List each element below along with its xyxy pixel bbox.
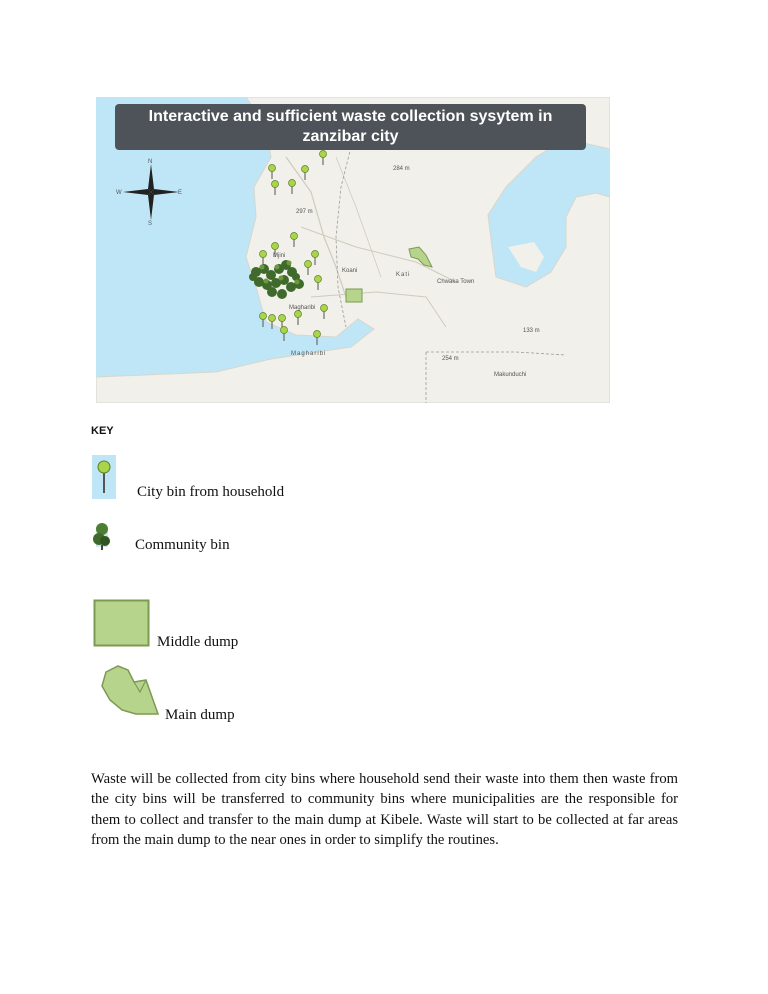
compass-west-label: W xyxy=(116,190,122,196)
middle-dump-area xyxy=(346,289,362,302)
place-label-koani: Koani xyxy=(342,268,358,274)
compass-south-label: S xyxy=(148,221,153,227)
key-label-main-dump: Main dump xyxy=(165,707,235,723)
elevation-label: 297 m xyxy=(296,209,313,215)
elevation-label: 133 m xyxy=(523,328,540,334)
elevation-label: 254 m xyxy=(442,356,459,362)
key-label-community-bin: Community bin xyxy=(135,537,230,553)
place-label-mjini: Mjini xyxy=(273,253,286,259)
place-label-chwaka-town: Chwaka Town xyxy=(437,279,475,285)
map-title-line-2: zanzibar city xyxy=(302,128,399,145)
compass-east-label: E xyxy=(178,190,183,196)
map-title-line-1: Interactive and sufficient waste collection sysytem in xyxy=(148,108,553,125)
place-label-magharibi-town: Magharibi xyxy=(289,305,316,311)
community-bin-icon xyxy=(92,517,112,551)
place-label-magharibi-region: Magharibi xyxy=(291,351,327,357)
map-title xyxy=(115,104,586,150)
compass-north-label: N xyxy=(148,159,153,165)
key-label-middle-dump: Middle dump xyxy=(157,634,239,650)
place-label-kati: Kati xyxy=(396,272,411,278)
main-dump-icon xyxy=(100,664,162,720)
middle-dump-icon xyxy=(93,599,150,647)
compass-icon xyxy=(123,164,179,220)
key-heading: KEY xyxy=(91,425,114,437)
key-label-city-bin: City bin from household xyxy=(137,484,285,500)
city-bin-pin-icon xyxy=(92,455,116,499)
place-label-makunduchi: Makunduchi xyxy=(494,372,527,378)
map-panel[interactable] xyxy=(96,97,610,403)
description-paragraph: Waste will be collected from city bins where household send their waste into them then waste from the city bins will be transferred to community bins where municipalities are the responsible for them to collect and transfer to the main dump at Kibele. Waste will start to be collected at far areas from the main dump to the near ones in order to simplify the routines. xyxy=(91,771,678,848)
elevation-label: 284 m xyxy=(393,166,410,172)
